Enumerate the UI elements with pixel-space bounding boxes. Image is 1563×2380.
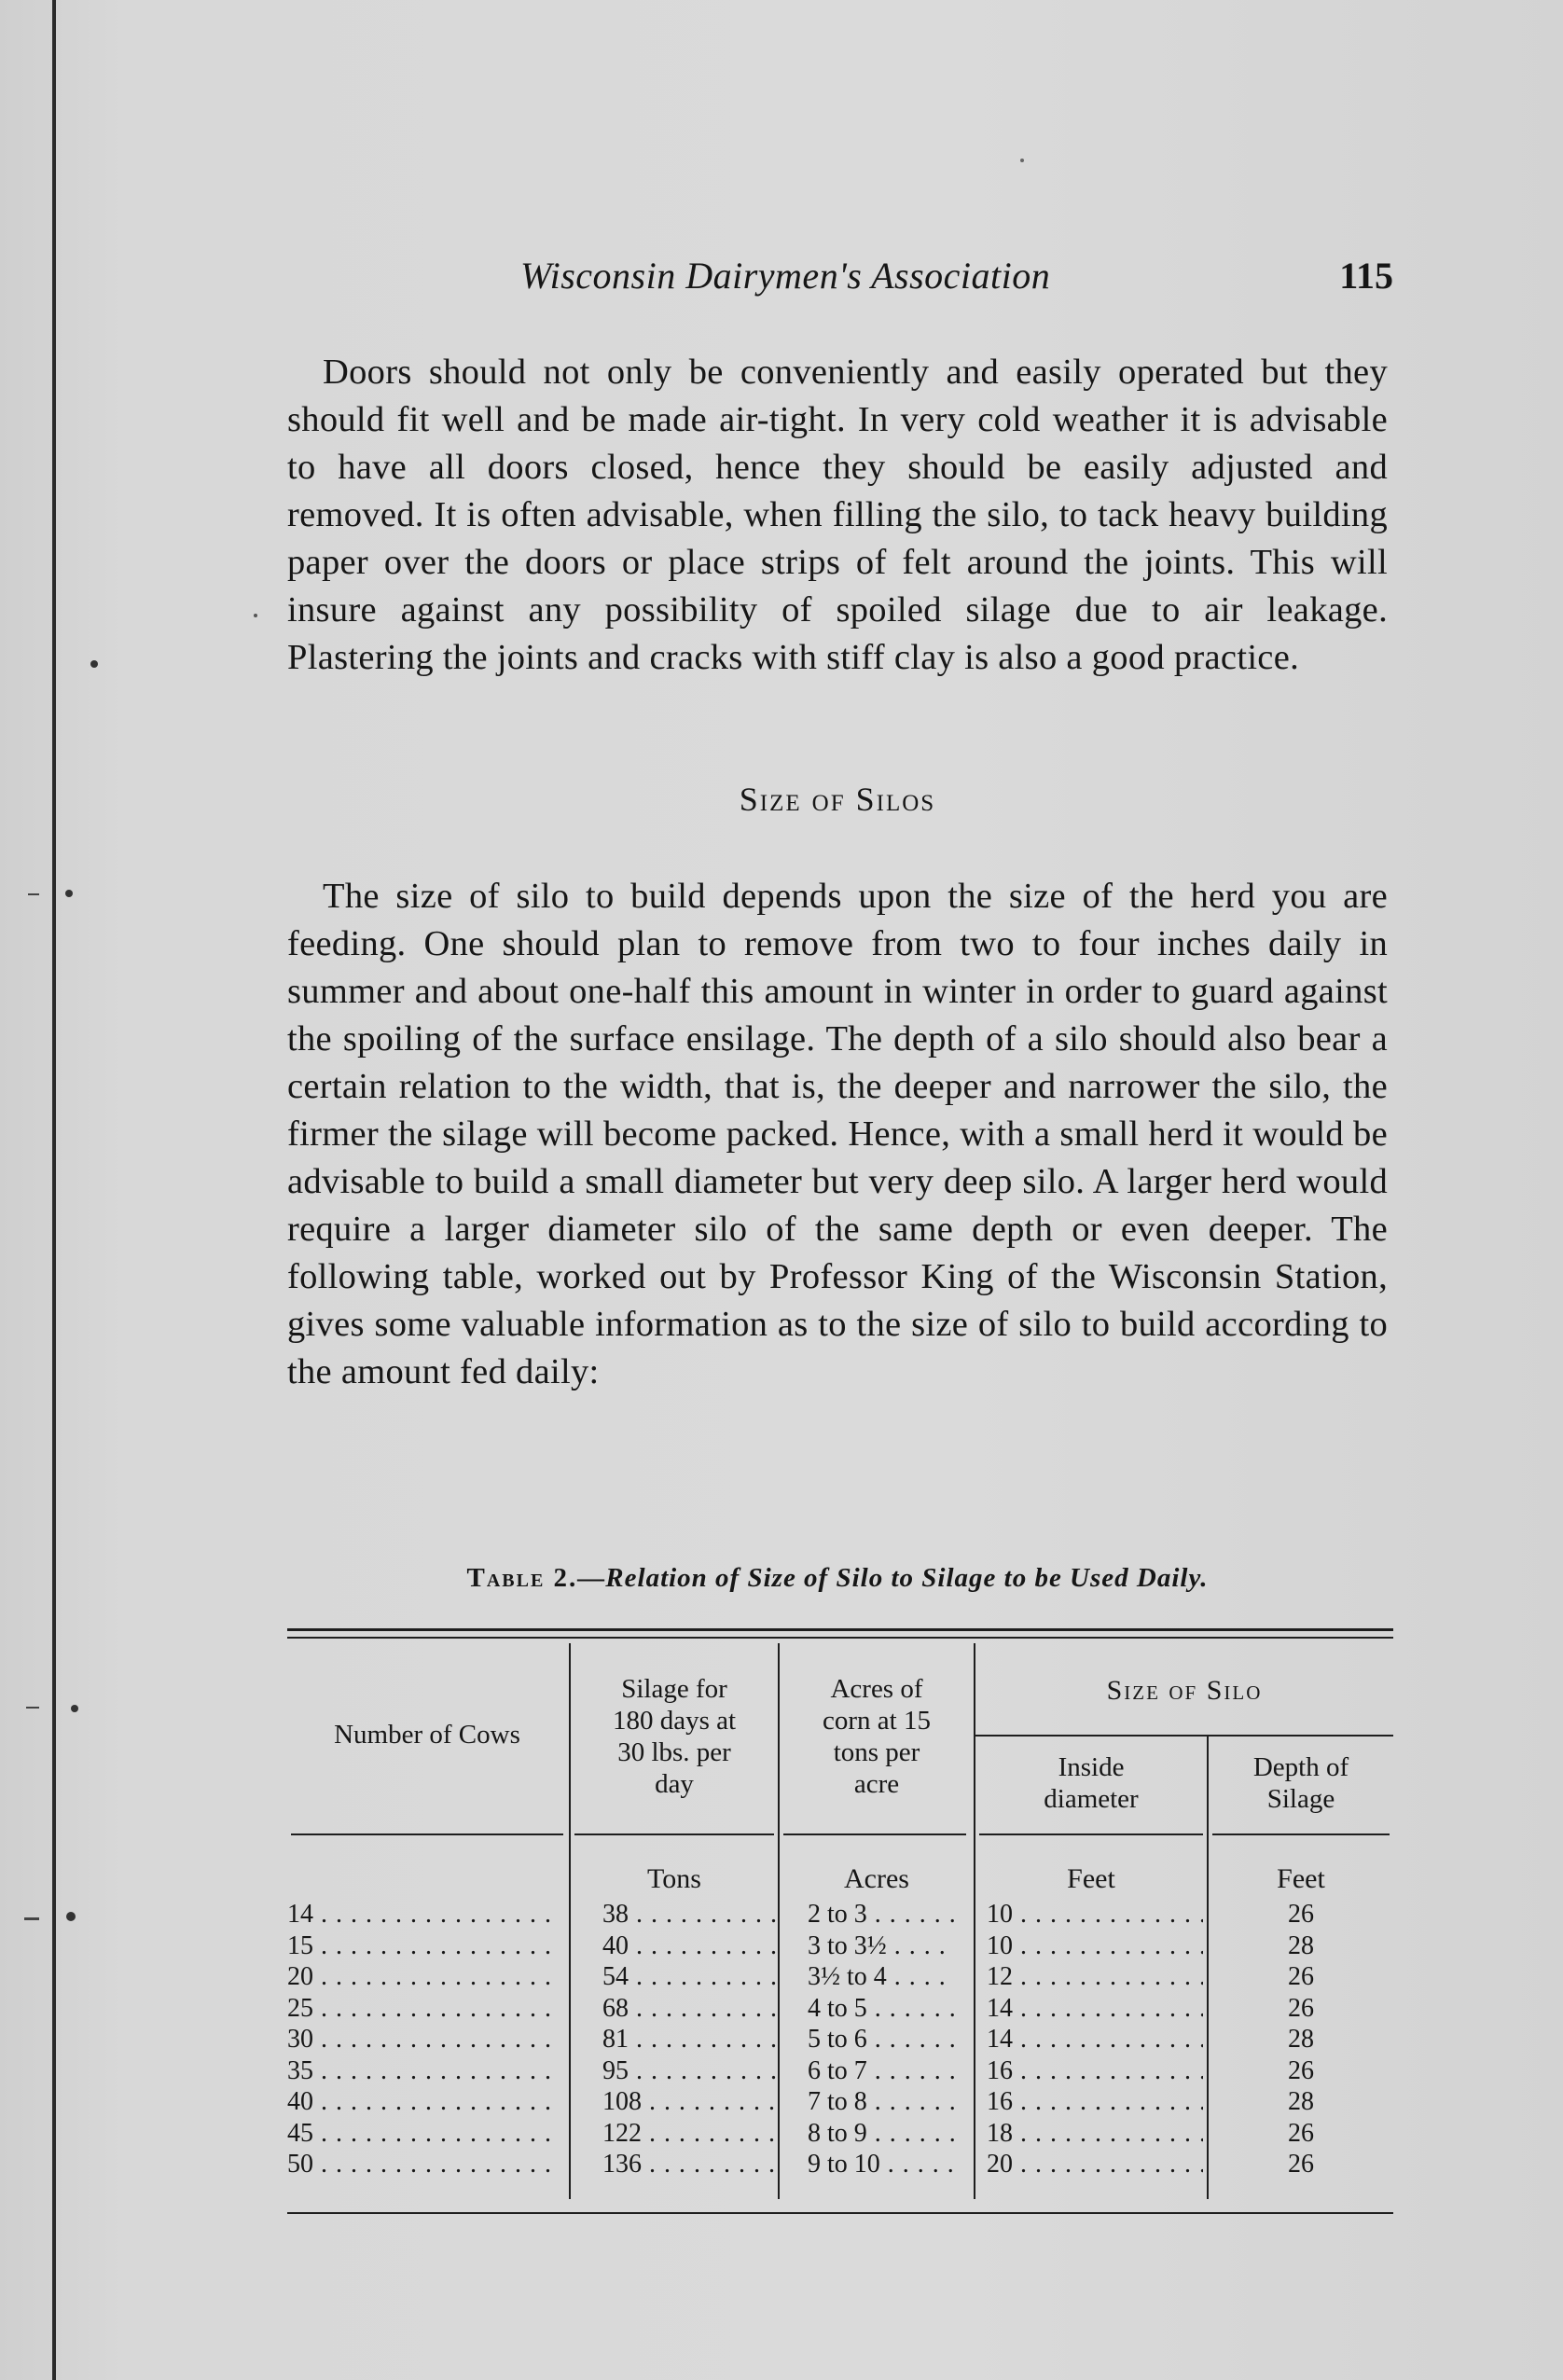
cell-silage: 81 . . . (602, 2024, 778, 2055)
table-row (0, 1961, 1563, 1993)
cell-silage: 95 . . . (602, 2055, 778, 2087)
cell-cows: 20 . . . (287, 1961, 560, 1993)
cell-cows: 30 . . . (287, 2024, 560, 2055)
cell-depth: 26 (1288, 1993, 1314, 2023)
cell-cows: 15 . . . (287, 1930, 560, 1962)
header-acres-line: acre (853, 1769, 900, 1799)
table-row (0, 1930, 1563, 1962)
speck (28, 893, 39, 895)
header-number-of-cows-text: Number of Cows (334, 1720, 520, 1750)
cell-diameter: 10 . . . (987, 1930, 1203, 1962)
table-row (0, 2055, 1563, 2087)
cell-diameter: 16 . . . (987, 2086, 1203, 2118)
table-caption-label: Table 2. (466, 1563, 578, 1593)
cell-acres: 6 to 7 . . . (808, 2055, 955, 2087)
header-acres-line: corn at 15 (823, 1706, 931, 1736)
header-bottom-rule (574, 1833, 774, 1835)
speck (65, 890, 73, 897)
cell-diameter: 12 . . . (987, 1961, 1203, 1993)
cell-cows: 14 . . . (287, 1899, 560, 1930)
table-bottom-rule (287, 2212, 1393, 2214)
speck (71, 1705, 78, 1712)
size-group-underline (975, 1735, 1393, 1737)
section-heading: Size of Silos (739, 781, 936, 818)
cell-acres: 5 to 6 . . . (808, 2024, 955, 2055)
table-caption (287, 1563, 1388, 1594)
cell-cows: 45 . . . (287, 2118, 560, 2150)
cell-cows: 35 . . . (287, 2055, 560, 2087)
table-row (0, 2024, 1563, 2055)
cell-diameter: 18 . . . (987, 2118, 1203, 2150)
cell-silage: 122 . . . (602, 2118, 778, 2150)
table-row (0, 2149, 1563, 2180)
cell-depth: 26 (1288, 2118, 1314, 2148)
paragraph-doors: Doors should not only be conveniently and easily operated but they should fit well and be made air-tight. In very cold weather it is advisable to have all doors closed, hence they should be easily adjusted and removed. It is often advisable, when filling the silo, to tack heavy building paper over the doors or place strips of felt around the joints. This will insure against any possibility of spoiled silage due to air leakage. Plastering the joints and cracks with stiff clay is also a good practice. (287, 353, 1388, 677)
unit-feet-diameter: Feet (1067, 1863, 1115, 1894)
header-depth-line: Depth of (1252, 1752, 1349, 1782)
header-diameter-line: Inside (1058, 1752, 1125, 1782)
header-silage-line: 180 days at (612, 1706, 737, 1736)
cell-silage: 40 . . . (602, 1930, 778, 1962)
table-row (0, 1993, 1563, 2025)
header-silage-line: day (655, 1769, 694, 1799)
header-silage-line: 30 lbs. per (617, 1737, 731, 1767)
cell-depth: 26 (1288, 2055, 1314, 2085)
cell-depth: 28 (1288, 2025, 1314, 2054)
cell-diameter: 16 . . . (987, 2055, 1203, 2087)
header-inside-diameter (975, 1751, 1207, 1815)
cell-acres: 3½ to 4 . . . (808, 1961, 955, 1993)
cell-diameter: 14 . . . (987, 2024, 1203, 2055)
header-diameter-line: diameter (1044, 1784, 1139, 1814)
cell-silage: 54 . . . (602, 1961, 778, 1993)
cell-silage: 108 . . . (602, 2086, 778, 2118)
cell-depth: 28 (1288, 2087, 1314, 2116)
cell-silage: 136 . . . (602, 2149, 778, 2180)
cell-diameter: 10 . . . (987, 1899, 1203, 1930)
cell-diameter: 20 . . . (987, 2149, 1203, 2180)
unit-tons: Tons (647, 1863, 701, 1894)
cell-acres: 9 to 10 . . . (808, 2149, 955, 2180)
cell-silage: 68 . . . (602, 1993, 778, 2025)
cell-cows: 50 . . . (287, 2149, 560, 2180)
cell-acres: 3 to 3½ . . . (808, 1930, 955, 1962)
cell-cows: 25 . . . (287, 1993, 560, 2025)
table-top-rule (287, 1628, 1393, 1631)
table-top-rule-2 (287, 1637, 1393, 1639)
cell-acres: 2 to 3 . . . (808, 1899, 955, 1930)
cell-acres: 7 to 8 . . . (808, 2086, 955, 2118)
page-number: 115 (1339, 255, 1393, 297)
header-size-of-silo (975, 1675, 1393, 1707)
header-bottom-rule (1212, 1833, 1390, 1835)
header-number-of-cows (291, 1719, 563, 1750)
table-row (0, 2118, 1563, 2150)
table-row (0, 1899, 1563, 1930)
cell-silage: 38 . . . (602, 1899, 778, 1930)
cell-diameter: 14 . . . (987, 1993, 1203, 2025)
cell-depth: 28 (1288, 1930, 1314, 1960)
cell-acres: 8 to 9 . . . (808, 2118, 955, 2150)
speck (254, 614, 257, 617)
unit-acres: Acres (844, 1863, 909, 1894)
header-silage-line: Silage for (621, 1674, 727, 1704)
table-row (0, 2086, 1563, 2118)
cell-depth: 26 (1288, 1962, 1314, 1991)
running-title: Wisconsin Dairymen's Association (520, 255, 1051, 297)
header-silage (573, 1673, 776, 1800)
cell-acres: 4 to 5 . . . (808, 1993, 955, 2025)
speck (90, 660, 98, 668)
unit-feet-depth: Feet (1277, 1863, 1325, 1894)
cell-depth: 26 (1288, 2150, 1314, 2179)
running-header (287, 254, 1393, 310)
cell-depth: 26 (1288, 1900, 1314, 1929)
header-depth-of-silage (1209, 1751, 1393, 1815)
header-bottom-rule (783, 1833, 966, 1835)
header-acres-line: tons per (833, 1737, 920, 1767)
header-depth-line: Silage (1266, 1784, 1335, 1814)
header-acres-line: Acres of (830, 1674, 923, 1704)
table-caption-text: —Relation of Size of Silo to Silage to be Used Daily. (577, 1563, 1209, 1593)
header-size-of-silo-text: Size of Silo (1106, 1675, 1263, 1706)
paragraph-size: The size of silo to build depends upon the size of the herd you are feeding. One should plan to remove from two to four inches daily in summer and about one-half this amount in winter in order to guard against the spoiling of the surface ensilage. The depth of a silo should also bear a certain relation to the width, that is, the deeper and narrower the silo, the firmer the silage will become packed. Hence, with a small herd it would be advisable to build a small diameter but very deep silo. A larger herd would require a larger diameter silo of the same depth or even deeper. The following table, worked out by Professor King of the Wisconsin Station, gives some valuable information as to the size of silo to build according to the amount fed daily: (287, 877, 1388, 1391)
header-bottom-rule (291, 1833, 563, 1835)
header-bottom-rule (979, 1833, 1203, 1835)
speck (1020, 159, 1024, 162)
cell-cows: 40 . . . (287, 2086, 560, 2118)
header-acres (782, 1673, 972, 1800)
speck (26, 1707, 39, 1709)
